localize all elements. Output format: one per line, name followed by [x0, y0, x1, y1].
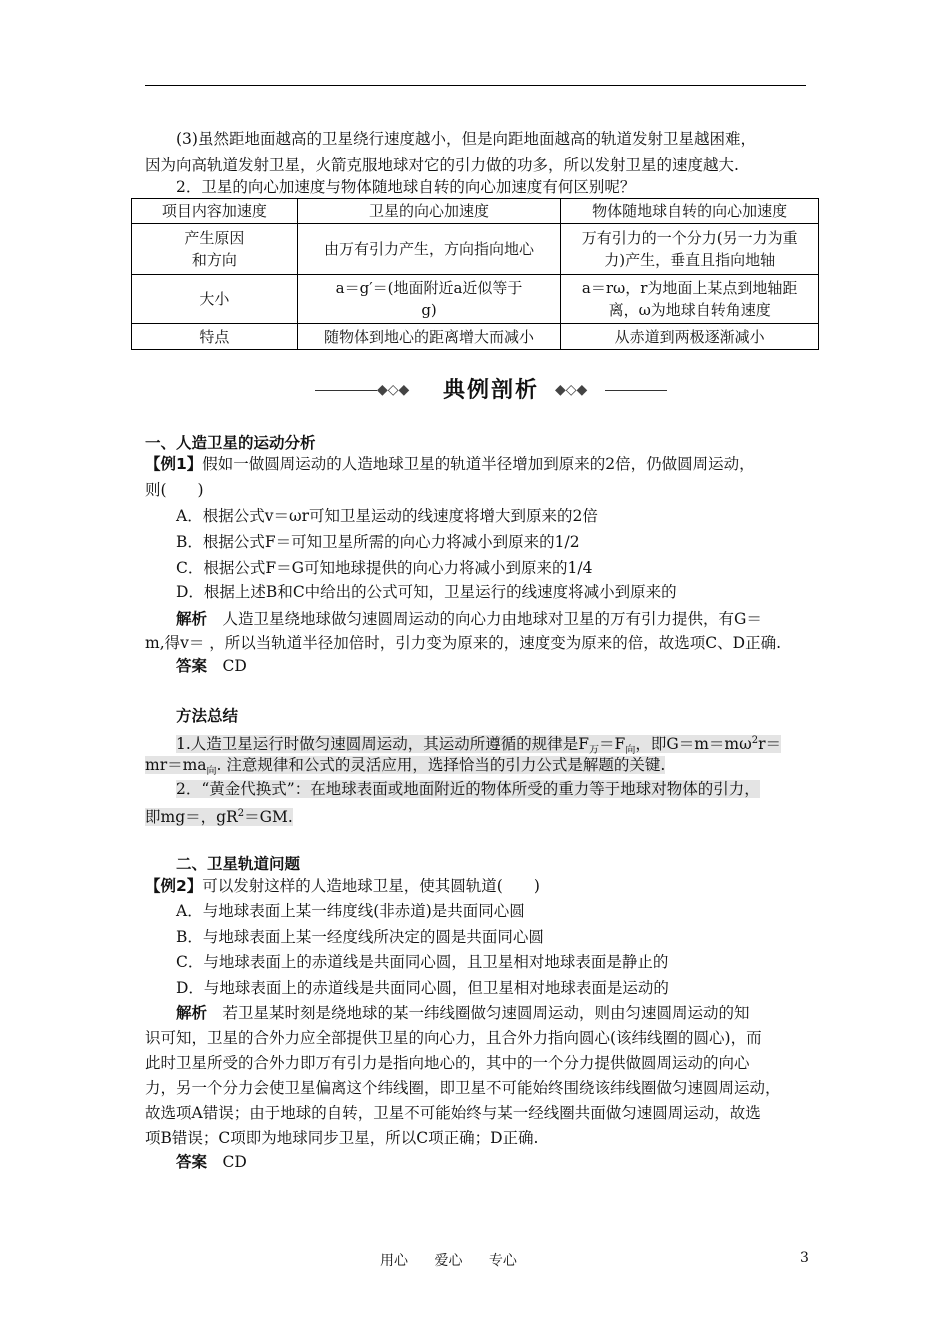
table-header-cell: 物体随地球自转的向心加速度 — [561, 199, 819, 224]
table-cell — [132, 224, 298, 275]
text: 1.人造卫星运行时做匀速圆周运动，其运动所遵循的规律是F — [176, 735, 590, 754]
method-item-2 — [145, 776, 841, 802]
option-b: B．根据公式F＝可知卫星所需的向心力将减小到原来的1/2 — [176, 533, 580, 551]
cell-line: 离，ω为地球自转角速度 — [608, 301, 771, 319]
table-cell: 大小 — [132, 275, 298, 324]
subscript: 向 — [625, 745, 636, 757]
subscript: 万 — [589, 745, 600, 757]
part2-heading: 二、卫星轨道问题 — [176, 855, 301, 873]
divider-line — [605, 390, 667, 391]
example2-question — [145, 873, 810, 899]
table-row — [132, 224, 819, 275]
table-header-cell: 项目内容加速度 — [132, 199, 298, 224]
example2-analysis — [145, 1000, 841, 1026]
method-heading: 方法总结 — [176, 707, 239, 725]
cell-line: a＝g′＝(地面附近a近似等于 — [335, 279, 523, 297]
table-cell: 从赤道到两极逐渐减小 — [561, 324, 819, 350]
question-text: 假如一做圆周运动的人造地球卫星的轨道半径增加到原来的2倍，仍做圆周运动， — [202, 455, 755, 473]
acceleration-comparison-table — [131, 198, 819, 350]
table-row — [132, 275, 819, 324]
table-cell — [561, 224, 819, 275]
example1-analysis-line2: m,得v＝ ，所以当轨道半径加倍时，引力变为原来的，速度变为原来的倍，故选项C、D正确. — [145, 634, 782, 652]
example1-question-line2: 则( ) — [145, 481, 204, 499]
example2-analysis-line: 项B错误；C项即为地球同步卫星，所以C项正确；D正确. — [145, 1129, 539, 1147]
option-c: C．根据公式F＝G可知地球提供的向心力将减小到原来的1/4 — [176, 559, 593, 577]
example2-analysis-line: 故选项A错误；由于地球的自转，卫星不可能始终与某一经线圈共面做匀速圆周运动，故选 — [145, 1104, 761, 1122]
cell-line: 力)产生，垂直且指向地轴 — [604, 251, 776, 269]
option-d: D．与地球表面上的赤道线是共面同心圆，但卫星相对地球表面是运动的 — [176, 979, 669, 997]
intro-p3-line2: 因为向高轨道发射卫星，火箭克服地球对它的引力做的功多，所以发射卫星的速度越大. — [145, 156, 739, 174]
cell-line: 产生原因 — [184, 229, 245, 247]
analysis-text: 若卫星某时刻是绕地球的某一纬线圈做匀速圆周运动，则由匀速圆周运动的知 — [222, 1004, 750, 1022]
text: . 注意规律和公式的灵活应用，选择恰当的引力公式是解题的关键. — [216, 756, 666, 774]
table-cell — [561, 275, 819, 324]
example-tag: 【例2】 — [145, 877, 203, 895]
example2-analysis-line: 力，另一个分力会使卫星偏离这个纬线圈，即卫星不可能始终围绕该纬线圈做匀速圆周运动， — [145, 1079, 781, 1097]
table-cell — [297, 275, 561, 324]
example2-analysis-line: 识可知，卫星的合外力应全部提供卫星的向心力，且合外力指向圆心(该纬线圈的圆心)，而 — [145, 1029, 762, 1047]
highlighted-text — [176, 735, 782, 757]
option-d: D．根据上述B和C中给出的公式可知，卫星运行的线速度将减小到原来的 — [176, 583, 677, 601]
method-item-2-line2 — [145, 801, 810, 830]
text: ＝GM. — [244, 808, 293, 827]
option-a: A．根据公式v＝ωr可知卫星运动的线速度将增大到原来的2倍 — [176, 507, 598, 525]
cell-line: 万有引力的一个分力(另一力为重 — [581, 229, 798, 247]
text: ，即G＝m＝mω — [635, 735, 752, 754]
intro-p3-line1: (3)虽然距地面越高的卫星绕行速度越小，但是向距地面越高的轨道发射卫星越困难， — [176, 130, 756, 148]
option-a: A．与地球表面上某一纬度线(非赤道)是共面同心圆 — [176, 902, 525, 920]
intro-question-2: 2．卫星的向心加速度与物体随地球自转的向心加速度有何区别呢？ — [176, 178, 636, 196]
footer-motto: 用心 爱心 专心 — [380, 1253, 517, 1269]
header-rule — [145, 85, 806, 86]
answer-label: 答案 — [176, 657, 208, 675]
cell-line: g) — [421, 301, 437, 319]
cell-line: a＝rω，r为地面上某点到地轴距 — [581, 279, 798, 297]
highlighted-text — [145, 808, 293, 826]
answer-label: 答案 — [176, 1153, 208, 1171]
table-row — [132, 324, 819, 350]
example-tag: 【例1】 — [145, 455, 203, 473]
analysis-label: 解析 — [176, 1004, 208, 1022]
text: ＝F — [599, 735, 626, 754]
example1-question — [145, 451, 810, 477]
highlighted-text — [145, 756, 666, 778]
text: mr＝ma — [145, 756, 207, 774]
option-c: C．与地球表面上的赤道线是共面同心圆，且卫星相对地球表面是静止的 — [176, 953, 669, 971]
analysis-label: 解析 — [176, 610, 208, 628]
page-number: 3 — [800, 1250, 809, 1266]
divider-line — [315, 390, 377, 391]
table-cell: 由万有引力产生，方向指向地心 — [297, 224, 561, 275]
analysis-text: 人造卫星绕地球做匀速圆周运动的向心力由地球对卫星的万有引力提供，有G＝ — [222, 610, 762, 628]
answer-value: CD — [222, 1153, 247, 1171]
highlighted-text: 2．“黄金代换式”：在地球表面或地面附近的物体所受的重力等于地球对物体的引力， — [176, 780, 760, 798]
ornament-icon: ◆◇◆ — [555, 382, 588, 398]
example1-analysis — [145, 606, 841, 632]
ornament-icon: ◆◇◆ — [377, 382, 410, 398]
option-b: B．与地球表面上某一经度线所决定的圆是共面同心圆 — [176, 928, 544, 946]
text: 即mg＝，gR — [145, 808, 238, 827]
table-cell: 随物体到地心的距离增大而减小 — [297, 324, 561, 350]
answer-value: CD — [222, 657, 247, 675]
table-cell: 特点 — [132, 324, 298, 350]
example1-answer — [145, 653, 841, 679]
part1-heading: 一、人造卫星的运动分析 — [145, 434, 316, 452]
superscript: 2 — [751, 735, 759, 746]
example2-answer — [145, 1149, 841, 1175]
superscript: 2 — [237, 808, 245, 819]
text: r＝ — [758, 735, 782, 754]
cell-line: 和方向 — [191, 251, 237, 269]
subscript: 向 — [206, 766, 217, 778]
table-header-cell: 卫星的向心加速度 — [297, 199, 561, 224]
section-title-banner — [315, 373, 667, 407]
question-text: 可以发射这样的人造地球卫星，使其圆轨道( ) — [202, 877, 540, 895]
table-header-row — [132, 199, 819, 224]
section-title: 典例剖析 — [442, 378, 539, 403]
example2-analysis-line: 此时卫星所受的合外力即万有引力是指向地心的，其中的一个分力提供做圆周运动的向心 — [145, 1054, 750, 1072]
